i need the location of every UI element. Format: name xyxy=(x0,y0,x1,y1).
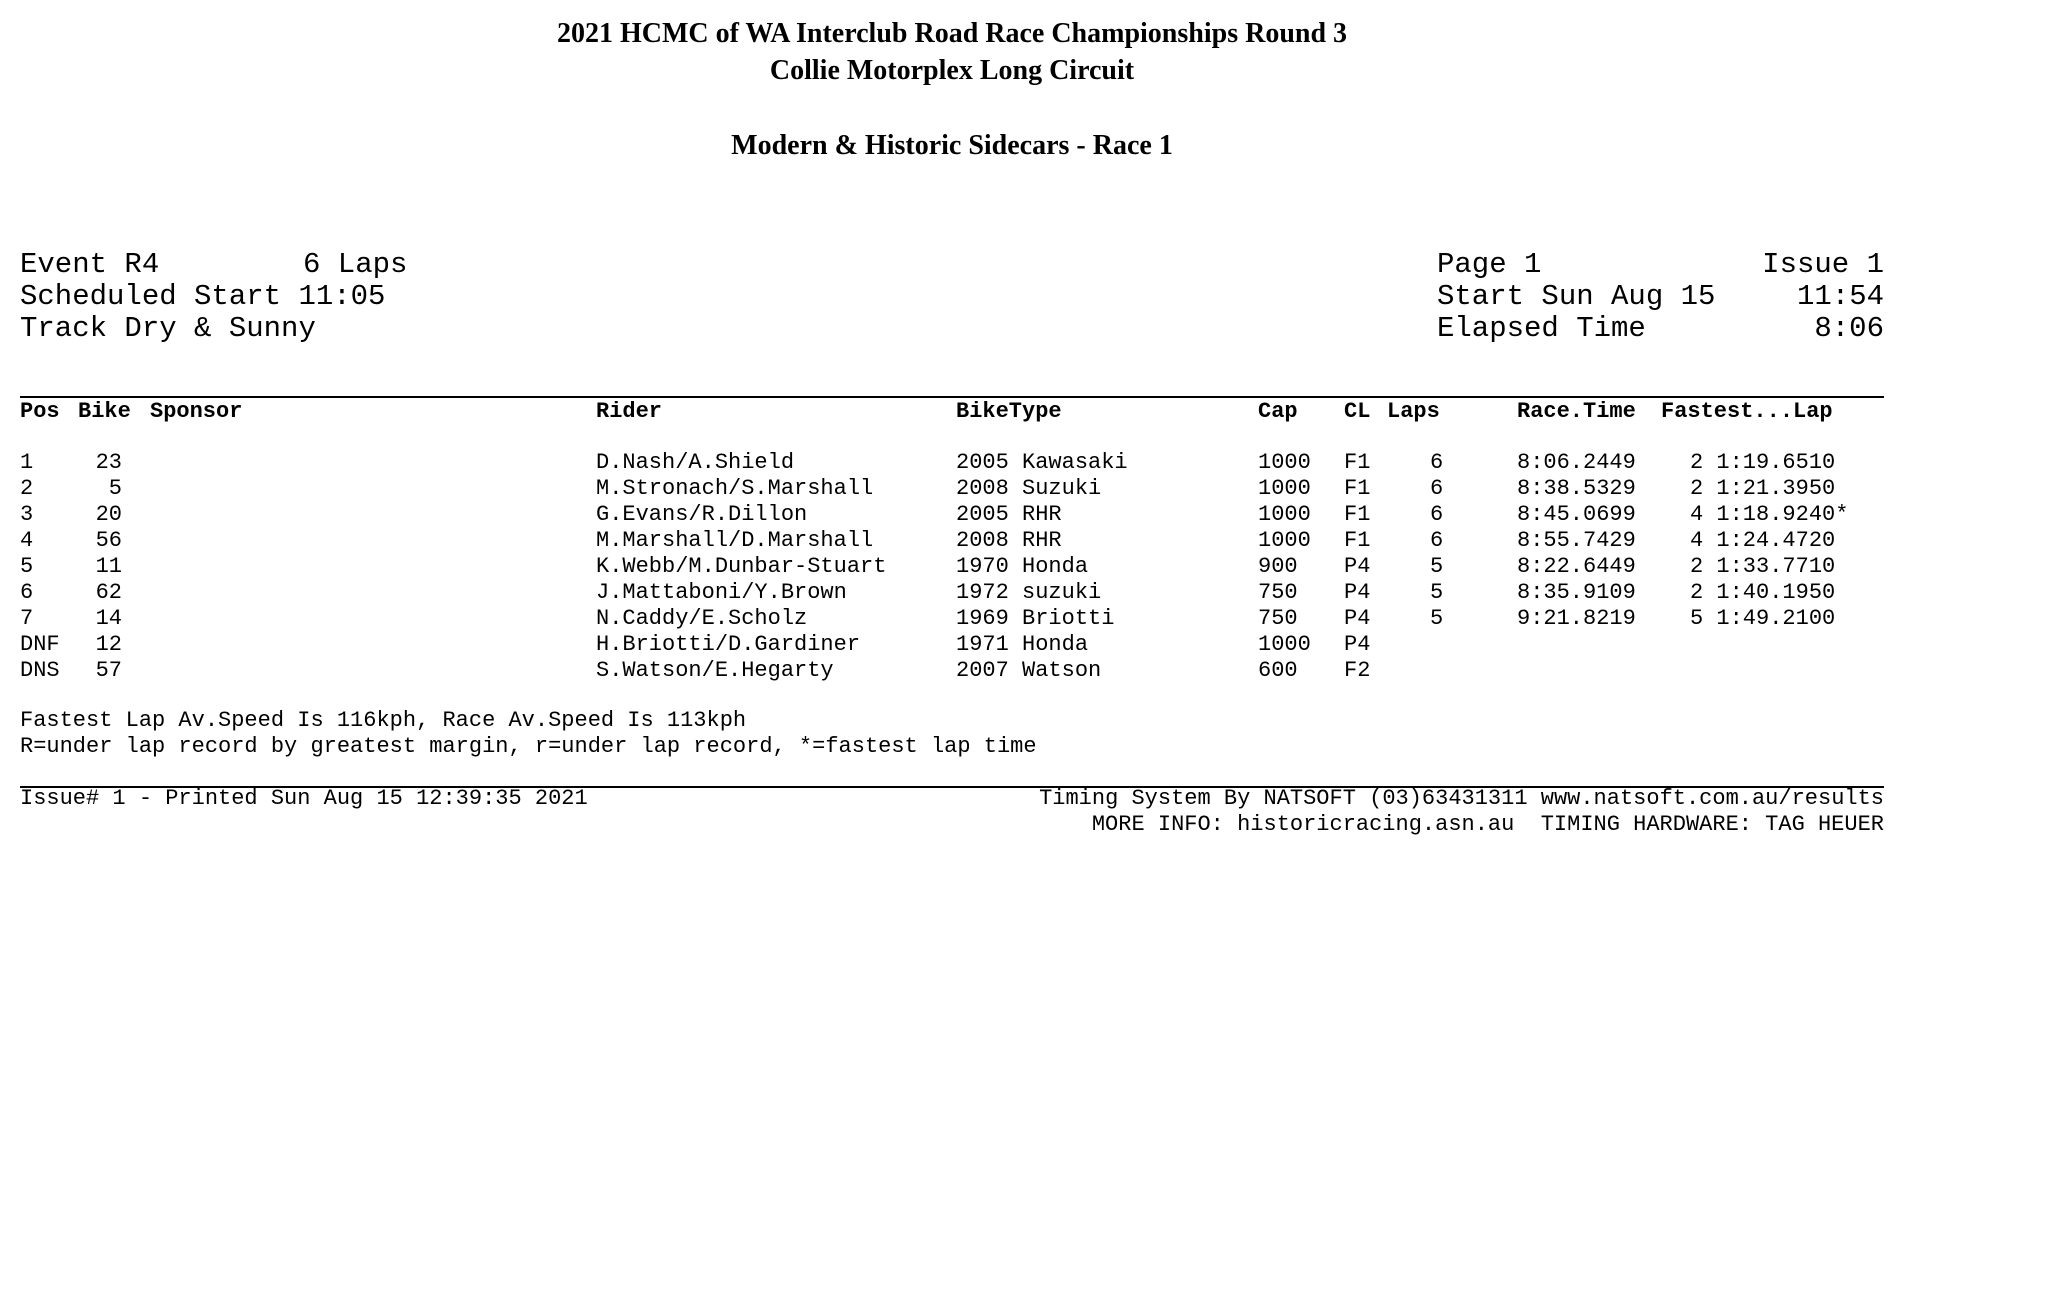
cell-biketype: 1970 Honda xyxy=(956,554,1089,579)
cell-rider: K.Webb/M.Dunbar-Stuart xyxy=(596,554,887,579)
cell-laps: 5 xyxy=(1430,580,1444,605)
cell-fastest-lap: 4 1:24.4720 xyxy=(1690,528,1836,553)
cell-fastest-lap: 2 1:21.3950 xyxy=(1690,476,1836,501)
col-header-biketype: BikeType xyxy=(956,399,1062,424)
cell-laps: 5 xyxy=(1430,554,1444,579)
elapsed-value: 8:06 xyxy=(1814,312,1884,345)
cell-biketype: 2008 RHR xyxy=(956,528,1062,553)
cell-class: F2 xyxy=(1344,658,1371,683)
col-header-fastest-lap: Fastest...Lap xyxy=(1661,399,1833,424)
event-laps: 6 Laps xyxy=(303,248,408,281)
cell-bike: 57 xyxy=(95,658,122,683)
start-label: Start Sun Aug 15 xyxy=(1437,280,1716,313)
cell-rider: H.Briotti/D.Gardiner xyxy=(596,632,861,657)
cell-class: P4 xyxy=(1344,554,1371,579)
cell-bike: 5 xyxy=(108,476,122,501)
cell-cap: 1000 xyxy=(1258,528,1311,553)
issue-number: Issue 1 xyxy=(1762,248,1884,281)
more-info: MORE INFO: historicracing.asn.au TIMING HARDWARE: TAG HEUER xyxy=(1091,812,1884,837)
cell-pos: 1 xyxy=(20,450,34,475)
elapsed-label: Elapsed Time xyxy=(1437,312,1646,345)
cell-race-time: 8:55.7429 xyxy=(1517,528,1636,553)
cell-class: F1 xyxy=(1344,476,1371,501)
cell-race-time: 8:22.6449 xyxy=(1517,554,1636,579)
cell-cap: 600 xyxy=(1258,658,1298,683)
cell-bike: 14 xyxy=(95,606,122,631)
cell-bike: 11 xyxy=(95,554,122,579)
legend-note: R=under lap record by greatest margin, r=under lap record, *=fastest lap time xyxy=(20,734,1037,759)
cell-fastest-lap: 5 1:49.2100 xyxy=(1690,606,1836,631)
col-header-laps: Laps xyxy=(1387,399,1440,424)
cell-fastest-lap: 2 1:19.6510 xyxy=(1690,450,1836,475)
cell-rider: S.Watson/E.Hegarty xyxy=(596,658,834,683)
cell-rider: M.Stronach/S.Marshall xyxy=(596,476,874,501)
start-time: 11:54 xyxy=(1796,280,1884,313)
col-header-rider: Rider xyxy=(596,399,663,424)
cell-laps: 6 xyxy=(1430,450,1444,475)
cell-pos: 2 xyxy=(20,476,34,501)
cell-laps: 6 xyxy=(1430,476,1444,501)
cell-pos: DNF xyxy=(20,632,60,657)
cell-pos: 7 xyxy=(20,606,34,631)
cell-class: P4 xyxy=(1344,606,1371,631)
issue-printed: Issue# 1 - Printed Sun Aug 15 12:39:35 2021 xyxy=(20,786,588,811)
cell-pos: 4 xyxy=(20,528,34,553)
scheduled-start: Scheduled Start 11:05 xyxy=(20,280,386,313)
cell-pos: DNS xyxy=(20,658,60,683)
cell-fastest-lap: 4 1:18.9240* xyxy=(1690,502,1849,527)
cell-biketype: 2005 Kawasaki xyxy=(956,450,1128,475)
cell-cap: 900 xyxy=(1258,554,1298,579)
cell-pos: 5 xyxy=(20,554,34,579)
cell-biketype: 2008 Suzuki xyxy=(956,476,1102,501)
timing-system: Timing System By NATSOFT (03)63431311 www.natsoft.com.au/results xyxy=(1039,786,1884,811)
cell-pos: 3 xyxy=(20,502,34,527)
col-header-bike: Bike xyxy=(78,399,131,424)
page-number: Page 1 xyxy=(1437,248,1542,281)
cell-rider: J.Mattaboni/Y.Brown xyxy=(596,580,847,605)
race-title: Modern & Historic Sidecars - Race 1 xyxy=(731,130,1173,161)
cell-bike: 62 xyxy=(95,580,122,605)
cell-bike: 20 xyxy=(95,502,122,527)
track-condition: Track Dry & Sunny xyxy=(20,312,316,345)
cell-biketype: 1972 suzuki xyxy=(956,580,1102,605)
event-label: Event R4 xyxy=(20,248,160,281)
cell-biketype: 2005 RHR xyxy=(956,502,1062,527)
col-header-race-time: Race.Time xyxy=(1517,399,1636,424)
col-header-cl: CL xyxy=(1344,399,1371,424)
cell-fastest-lap: 2 1:40.1950 xyxy=(1690,580,1836,605)
cell-cap: 750 xyxy=(1258,606,1298,631)
cell-cap: 1000 xyxy=(1258,450,1311,475)
cell-bike: 23 xyxy=(95,450,122,475)
col-header-sponsor: Sponsor xyxy=(150,399,243,424)
cell-race-time: 9:21.8219 xyxy=(1517,606,1636,631)
cell-race-time: 8:45.0699 xyxy=(1517,502,1636,527)
cell-cap: 1000 xyxy=(1258,502,1311,527)
header-rule xyxy=(20,396,1884,398)
cell-class: F1 xyxy=(1344,450,1371,475)
cell-rider: M.Marshall/D.Marshall xyxy=(596,528,874,553)
cell-rider: G.Evans/R.Dillon xyxy=(596,502,808,527)
cell-race-time: 8:38.5329 xyxy=(1517,476,1636,501)
cell-pos: 6 xyxy=(20,580,34,605)
cell-class: P4 xyxy=(1344,632,1371,657)
cell-rider: N.Caddy/E.Scholz xyxy=(596,606,808,631)
cell-race-time: 8:06.2449 xyxy=(1517,450,1636,475)
cell-laps: 6 xyxy=(1430,528,1444,553)
cell-class: F1 xyxy=(1344,528,1371,553)
cell-race-time: 8:35.9109 xyxy=(1517,580,1636,605)
cell-laps: 5 xyxy=(1430,606,1444,631)
cell-class: P4 xyxy=(1344,580,1371,605)
cell-bike: 56 xyxy=(95,528,122,553)
cell-cap: 750 xyxy=(1258,580,1298,605)
cell-laps: 6 xyxy=(1430,502,1444,527)
cell-cap: 1000 xyxy=(1258,632,1311,657)
cell-biketype: 2007 Watson xyxy=(956,658,1102,683)
circuit-title: Collie Motorplex Long Circuit xyxy=(769,55,1135,86)
cell-biketype: 1971 Honda xyxy=(956,632,1089,657)
page-title: 2021 HCMC of WA Interclub Road Race Championships Round 3 xyxy=(556,18,1348,49)
cell-rider: D.Nash/A.Shield xyxy=(596,450,795,475)
cell-bike: 12 xyxy=(95,632,122,657)
col-header-cap: Cap xyxy=(1258,399,1298,424)
cell-biketype: 1969 Briotti xyxy=(956,606,1115,631)
speed-note: Fastest Lap Av.Speed Is 116kph, Race Av.Speed Is 113kph xyxy=(20,708,747,733)
cell-class: F1 xyxy=(1344,502,1371,527)
cell-cap: 1000 xyxy=(1258,476,1311,501)
col-header-pos: Pos xyxy=(20,399,60,424)
cell-fastest-lap: 2 1:33.7710 xyxy=(1690,554,1836,579)
